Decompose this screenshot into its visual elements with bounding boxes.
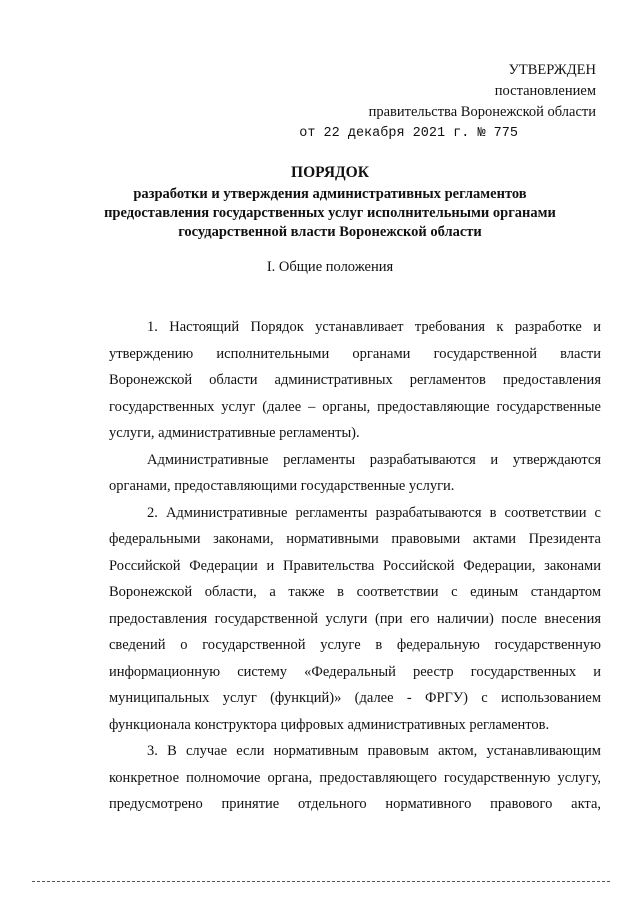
approval-date-number: от 22 декабря 2021 г. № 775: [299, 126, 518, 141]
paragraph-4: 3. В случае если нормативным правовым актом, устанавливающим конкретное полномочие органа, предоставляющего государственную услугу, предусмотрено принятие отдельного нормативного правового акта,: [109, 743, 601, 812]
approval-block: [299, 60, 596, 144]
paragraph-1: 1. Настоящий Порядок устанавливает требования к разработке и утверждению исполнительными органами государственной власти Воронежской области административных регламентов предоставления государственных услуг (далее – органы, предоставляющие государственные услуги, административные регламенты).: [109, 319, 601, 441]
title-line-2: предоставления государственных услуг исполнительными органами: [104, 205, 556, 221]
section-heading: I. Общие положения: [266, 259, 394, 275]
document-title: [60, 163, 600, 242]
approval-authority: правительства Воронежской области: [368, 104, 596, 120]
paragraph-3: 2. Административные регламенты разрабатываются в соответствии с федеральными законами, нормативными правовыми актами Президента Российской Федерации и Правительства Российской Федерации, законами Воронежской области, а также в соответствии с единым стандартом предоставления государственной услуги (при его наличии) после внесения сведений о государственной услуге в федеральную государственную информационную систему «Федеральный реестр государственных и муниципальных услуг (функций)» (далее - ФРГУ) с использованием функционала конструктора цифровых административных регламентов.: [109, 504, 601, 733]
document-body: [109, 314, 601, 818]
title-line-1: разработки и утверждения административных регламентов: [133, 186, 527, 202]
page-footer-divider: [32, 881, 610, 882]
approval-status: УТВЕРЖДЕН: [508, 62, 596, 78]
title-line-3: государственной власти Воронежской области: [178, 224, 482, 240]
approval-by: постановлением: [494, 83, 596, 99]
title-heading: ПОРЯДОК: [291, 164, 369, 181]
paragraph-2: Административные регламенты разрабатываются и утверждаются органами, предоставляющими государственные услуги.: [109, 451, 601, 494]
